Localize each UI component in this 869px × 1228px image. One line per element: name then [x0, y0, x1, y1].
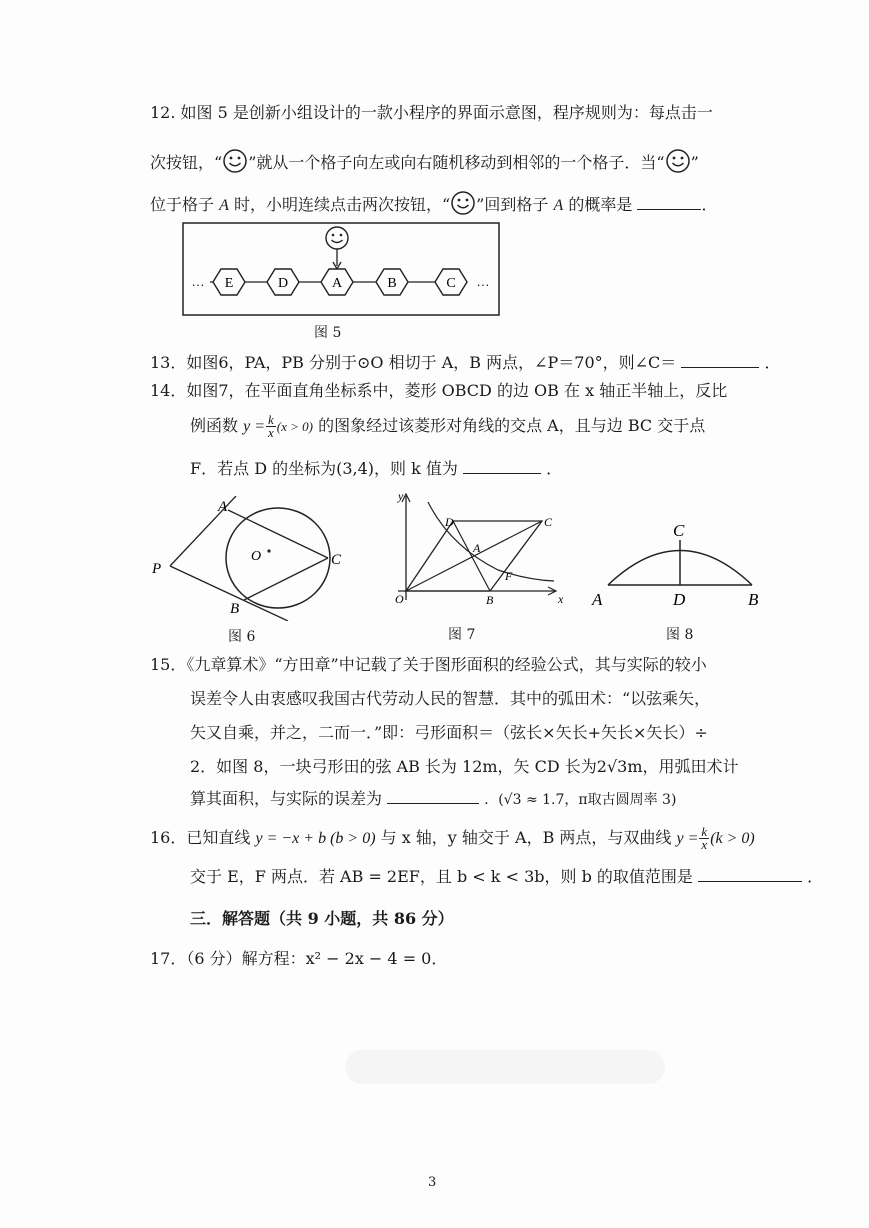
q14-line1: 14．如图7，在平面直角坐标系中，菱形 OBCD 的边 OB 在 x 轴正半轴上，反比 [150, 381, 728, 400]
answer-blank [463, 459, 541, 474]
label-b: B [230, 601, 240, 617]
hex-cell-c [435, 269, 467, 295]
page-number: 3 [428, 1175, 437, 1190]
q16-line1: 16．已知直线 y = −x + b (b > 0) 与 x 轴，y 轴交于 A，B 两点，与双曲线 y = $\frac{k}{x}$ (k > 0) [150, 824, 755, 852]
label-f: F [505, 569, 513, 583]
q12-line1: 12. 如图 5 是创新小组设计的一款小程序的界面示意图，程序规则为：每点击一 [150, 103, 713, 122]
label-d: D [673, 590, 686, 609]
label-a: A [218, 499, 228, 515]
q15-line5: 算其面积，与实际的误差为 ．(√3 ≈ 1.7，π取古圆周率 3) [190, 789, 677, 808]
q12-line2: 次按钮，“ ”就从一个格子向左或向右随机移动到相邻的一个格子．当“ ” [150, 148, 699, 174]
hex-cell-d [267, 269, 299, 295]
q14-line2: 例函数 y = $\frac{k}{x}$ (x > 0) 的图象经过该菱形对角线的交点 A，且与边 BC 交于点 [190, 412, 706, 440]
label-a: A [592, 590, 603, 609]
answer-blank [681, 353, 759, 368]
figure-8 [590, 518, 770, 610]
q13-line: 13．如图6，PA，PB 分别于⊙O 相切于 A，B 两点，∠P＝70°，则∠C＝ ． [150, 353, 781, 372]
hex-cell-a [321, 269, 353, 295]
label-b: B [486, 593, 494, 607]
figure-5-caption: 图 5 [314, 325, 342, 341]
scan-smudge [345, 1050, 665, 1084]
fraction-k-over-x: $\frac{k}{x}$ [701, 824, 708, 852]
ellipsis-right: … [476, 274, 490, 289]
answer-blank [637, 195, 701, 210]
label-y: y [398, 489, 404, 503]
figure-7-caption: 图 7 [448, 627, 476, 643]
answer-blank [387, 789, 479, 804]
svg-text:B: B [387, 276, 397, 291]
label-c: C [673, 521, 685, 540]
q15-line4: 2．如图 8，一块弓形田的弦 AB 长为 12m，矢 CD 长为2√3m，用弧田术计 [190, 757, 739, 776]
svg-text:C: C [446, 276, 456, 291]
fraction-k-over-x: $\frac{k}{x}$ [268, 412, 274, 440]
smiley-face-icon [450, 190, 476, 216]
smiley-face-icon [326, 227, 348, 249]
figure-7 [388, 488, 568, 612]
label-x: x [558, 592, 564, 606]
label-c: C [331, 552, 342, 568]
hyperbola-curve [428, 502, 554, 581]
label-d: D [445, 515, 454, 529]
q15-line2: 误差令人由衷感叹我国古代劳动人民的智慧．其中的弧田术：“以弦乘矢， [190, 689, 711, 708]
q16-line2: 交于 E，F 两点．若 AB = 2EF，且 b < k < 3b，则 b 的取值范围是 ． [190, 867, 824, 886]
figure-6 [148, 496, 348, 621]
hex-cell-b [376, 269, 408, 295]
label-a: A [473, 541, 481, 555]
figure-8-caption: 图 8 [666, 627, 694, 643]
smiley-face-icon [665, 148, 691, 174]
svg-text:D: D [277, 276, 289, 291]
label-o: O [395, 592, 404, 606]
q15-line3: 矢又自乘，并之，二而一．”即：弓形面积＝（弦长×矢长+矢长×矢长）÷ [190, 723, 708, 742]
label-b: B [748, 590, 759, 609]
hex-cell-e [213, 269, 245, 295]
q12-line3: 位于格子 A 时，小明连续点击两次按钮，“ ”回到格子 A 的概率是 ． [150, 190, 717, 217]
center-point [267, 549, 270, 552]
figure-5 [182, 222, 500, 316]
label-c: C [544, 515, 553, 529]
figure-6-caption: 图 6 [228, 629, 256, 645]
label-o: O [251, 549, 262, 564]
svg-text:A: A [331, 276, 343, 291]
svg-text:E: E [224, 276, 234, 291]
section-heading: 三．解答题（共 9 小题，共 86 分） [190, 909, 454, 928]
q14-line3: F．若点 D 的坐标为(3,4)，则 k 值为 ． [190, 459, 563, 478]
ellipsis-left: … [191, 274, 205, 289]
circle-o [226, 508, 330, 608]
answer-blank [698, 867, 802, 882]
q15-line1: 15．《九章算术》“方田章”中记载了关于图形面积的经验公式，其与实际的较小 [150, 655, 707, 674]
label-p: P [152, 561, 162, 577]
q17-line: 17．（6 分）解方程：x² − 2x − 4 = 0． [150, 949, 448, 968]
smiley-face-icon [222, 148, 248, 174]
